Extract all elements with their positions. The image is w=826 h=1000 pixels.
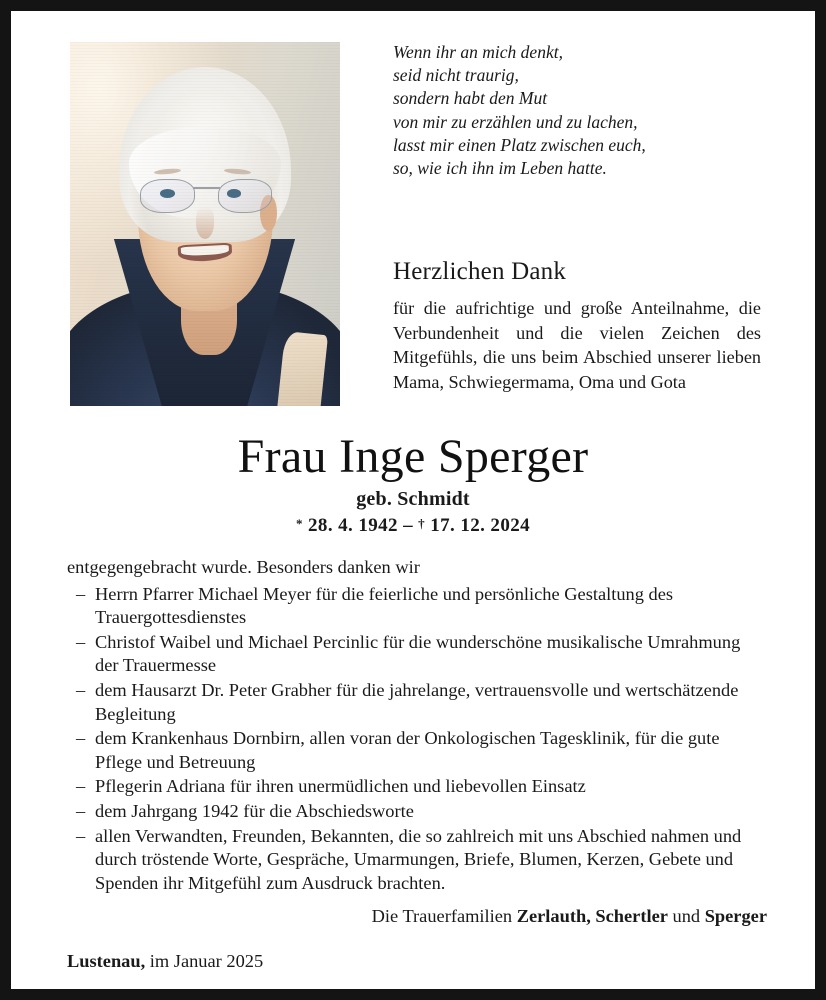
death-symbol: † — [418, 516, 426, 531]
place-name: Lustenau, — [67, 951, 146, 971]
list-dash-icon: – — [76, 631, 86, 652]
verse-line: so, wie ich ihn im Leben hatte. — [393, 158, 607, 179]
mourning-families-line — [11, 904, 767, 928]
thanks-body — [67, 556, 767, 896]
list-item — [67, 800, 767, 824]
deceased-name: Frau Inge Sperger — [237, 430, 589, 483]
list-dash-icon: – — [76, 800, 86, 821]
list-dash-icon: – — [76, 679, 86, 700]
thanks-intro-paragraph: für die aufrichtige und große Anteilnahme, die Verbundenheit und die vielen Zeichen des Mitgefühls, die uns beim Abschied unserer lieben Mama, Schwiegermama, Oma und Gota — [393, 298, 761, 392]
list-item-text: dem Hausarzt Dr. Peter Grabher für die jahrelange, vertrauensvolle und wertschätzende Begleitung — [95, 679, 739, 724]
list-item-text: Herrn Pfarrer Michael Meyer für die feierliche und persönliche Gestaltung des Trauergottesdienstes — [95, 583, 674, 628]
deceased-maiden-name: geb. Schmidt — [356, 488, 470, 510]
list-item-text: dem Krankenhaus Dornbirn, allen voran der Onkologischen Tagesklinik, für die gute Pflege und Betreuung — [95, 728, 720, 772]
verse-line: sondern habt den Mut — [393, 88, 548, 109]
list-item-text: Pflegerin Adriana für ihren unermüdlichen und liebevollen Einsatz — [95, 776, 586, 797]
verse-line: von mir zu erzählen und zu lachen, — [393, 111, 638, 132]
list-item — [67, 679, 767, 726]
families-prefix: Die Trauerfamilien — [371, 906, 517, 926]
verse-line: lasst mir einen Platz zwischen euch, — [393, 134, 646, 155]
portrait-photo — [70, 42, 340, 406]
list-item-text: Christof Waibel und Michael Percinlic für die wunderschöne musikalische Umrahmung der Trauermesse — [95, 631, 741, 676]
thanks-heading: Herzlichen Dank — [393, 258, 567, 285]
list-dash-icon: – — [76, 825, 86, 846]
notice-inner-page — [11, 11, 815, 989]
list-item — [67, 583, 767, 630]
list-item — [67, 825, 767, 896]
list-item — [67, 631, 767, 678]
thanks-list — [67, 583, 767, 896]
families-conjunction: und — [667, 906, 705, 926]
family-name-secondary: Sperger — [704, 906, 767, 926]
deceased-dates — [11, 512, 815, 537]
birth-symbol: * — [295, 516, 303, 531]
list-dash-icon: – — [76, 583, 86, 604]
date-separator: – — [403, 515, 413, 536]
list-dash-icon: – — [76, 728, 86, 749]
memorial-verse — [393, 41, 783, 180]
list-item-text: dem Jahrgang 1942 für die Abschiedsworte — [95, 800, 414, 821]
list-item — [67, 727, 767, 774]
verse-line: seid nicht traurig, — [393, 65, 519, 86]
death-date: 17. 12. 2024 — [430, 515, 531, 536]
photo-grain-overlay — [70, 42, 340, 406]
notice-date: im Januar 2025 — [145, 951, 264, 971]
deceased-name-block — [11, 429, 815, 537]
verse-line: Wenn ihr an mich denkt, — [393, 42, 563, 62]
family-name-primary: Zerlauth, Schertler — [516, 906, 668, 926]
top-section — [11, 11, 815, 411]
list-dash-icon: – — [76, 776, 86, 797]
list-item-text: allen Verwandten, Freunden, Bekannten, die so zahlreich mit uns Abschied nahmen und durch tröstende Worte, Gespräche, Umarmungen, Briefe, Blumen, Kerzen, Gebete und Spenden ihr Mitgefühl zum Ausdruck brachten. — [95, 825, 742, 893]
continuation-line: entgegengebracht wurde. Besonders danken wir — [67, 557, 420, 577]
place-and-date — [67, 949, 263, 973]
list-item — [67, 775, 767, 799]
birth-date: 28. 4. 1942 — [308, 515, 398, 536]
